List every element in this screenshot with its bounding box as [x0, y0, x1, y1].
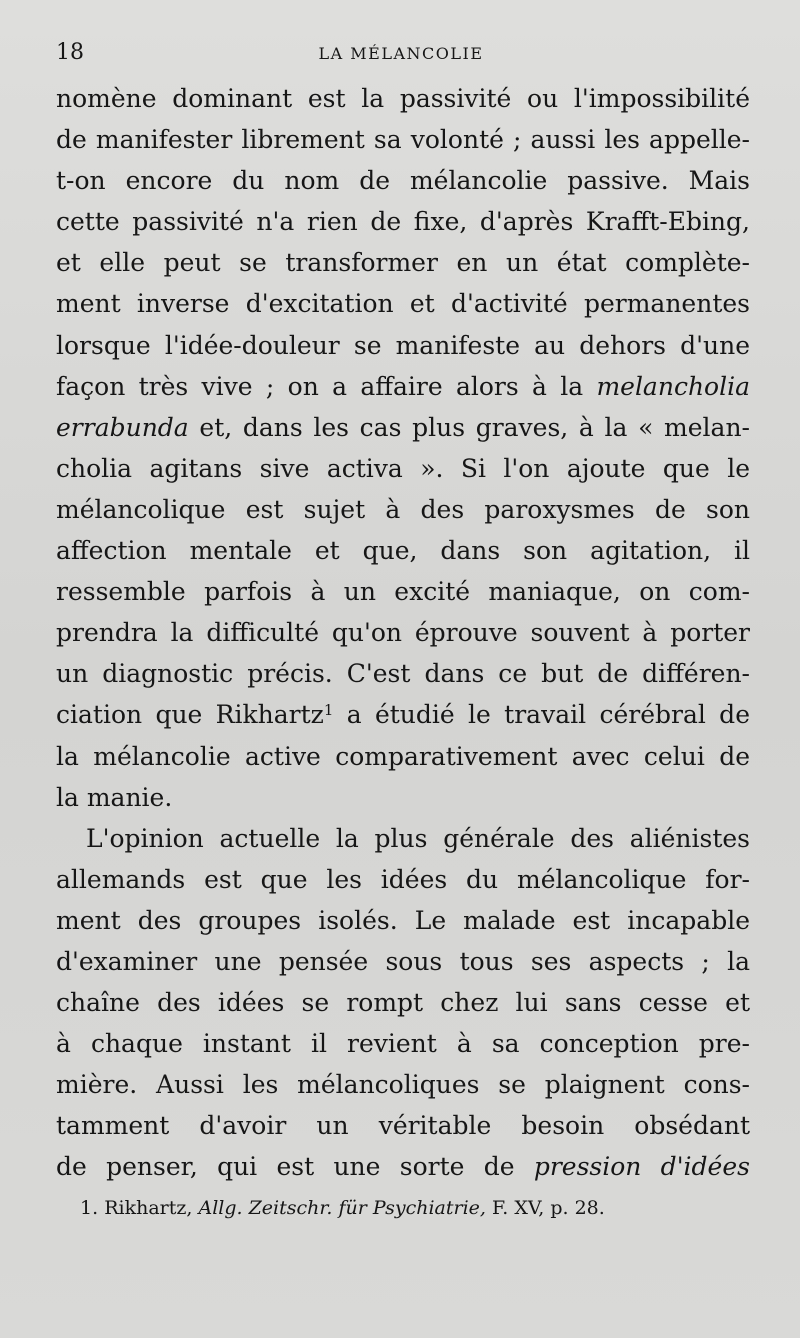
italic-term: melancholia	[596, 371, 750, 401]
page-number: 18	[56, 40, 84, 65]
footnote-reference: F. XV, p. 28.	[492, 1197, 605, 1219]
footnote-marker: 1	[323, 701, 334, 720]
text-line: L'opinion actuelle la plus générale des aliénistes	[86, 823, 750, 853]
text-segment: ciation que Rikhartz	[56, 700, 324, 730]
text-line: chaîne des idées se rompt chez lui sans cesse et	[56, 988, 750, 1018]
text-line: mélancolique est sujet à des paroxysmes de son	[56, 494, 750, 524]
text-segment: a étudié le travail cérébral de	[346, 700, 750, 730]
text-line	[56, 694, 750, 735]
text-line: ment inverse d'excitation et d'activité permanentes	[56, 289, 750, 319]
text-line: ment des groupes isolés. Le malade est incapable	[56, 905, 750, 935]
text-line: tamment d'avoir un véritable besoin obsédant	[56, 1111, 750, 1141]
text-line: allemands est que les idées du mélancolique for-	[56, 864, 750, 894]
text-line: affection mentale et que, dans son agitation, il	[56, 536, 750, 566]
text-line: à chaque instant il revient à sa conception pre-	[56, 1029, 750, 1059]
italic-term: pression d'idées	[533, 1152, 750, 1182]
text-segment: de penser, qui est une sorte de	[56, 1152, 515, 1182]
italic-term: errabunda	[56, 412, 189, 442]
text-line	[56, 407, 750, 448]
text-line: de manifester librement sa volonté ; aussi les appelle-	[56, 125, 750, 155]
footnote-number: 1.	[80, 1197, 99, 1219]
footnote-journal: Allg. Zeitschr. für Psychiatrie,	[198, 1197, 486, 1219]
running-title: LA MÉLANCOLIE	[318, 44, 484, 63]
text-segment: et, dans les cas plus graves, à la « melan-	[199, 412, 750, 442]
text-line: la manie.	[56, 782, 173, 812]
text-line: cholia agitans sive activa ». Si l'on ajoute que le	[56, 453, 750, 483]
running-head	[56, 38, 746, 68]
text-line	[56, 1146, 750, 1187]
text-line: prendra la difficulté qu'on éprouve souvent à porter	[56, 618, 750, 648]
text-line: mière. Aussi les mélancoliques se plaignent cons-	[56, 1070, 750, 1100]
text-line: t-on encore du nom de mélancolie passive. Mais	[56, 166, 750, 196]
text-line	[56, 366, 750, 407]
text-line: nomène dominant est la passivité ou l'impossibilité	[56, 84, 750, 113]
footnote-author: Rikhartz,	[104, 1197, 193, 1219]
text-line: d'examiner une pensée sous tous ses aspects ; la	[56, 946, 750, 976]
text-line: un diagnostic précis. C'est dans ce but de différen-	[56, 659, 750, 689]
body-text	[56, 78, 750, 1188]
footnote	[80, 1194, 740, 1222]
text-segment: façon très vive ; on a affaire alors à la	[56, 371, 584, 401]
text-line: cette passivité n'a rien de fixe, d'après Krafft-Ebing,	[56, 207, 750, 237]
text-line: lorsque l'idée-douleur se manifeste au dehors d'une	[56, 330, 750, 360]
text-line: la mélancolie active comparativement avec celui de	[56, 741, 750, 771]
text-line: ressemble parfois à un excité maniaque, on com-	[56, 577, 750, 607]
text-line: et elle peut se transformer en un état complète-	[56, 248, 750, 278]
